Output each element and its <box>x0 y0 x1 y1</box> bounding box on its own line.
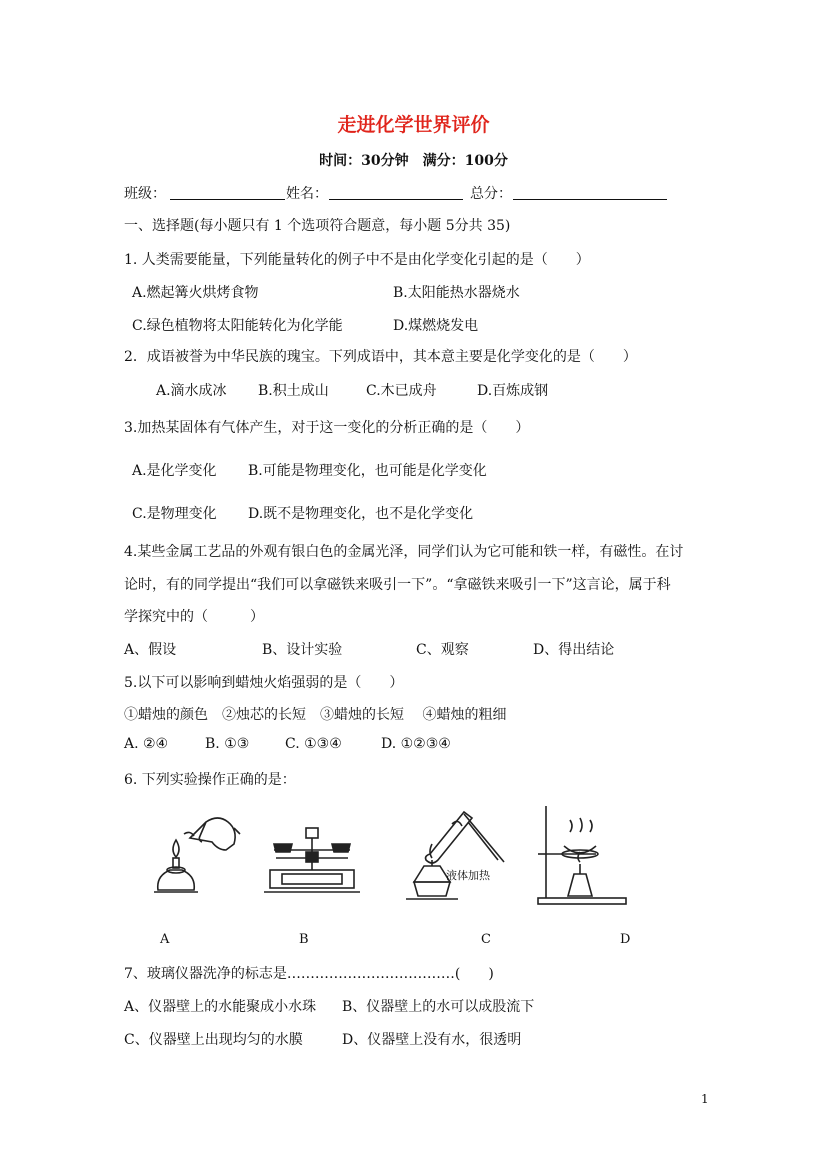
q4-option-b: B、设计实验 <box>262 642 343 658</box>
figure-c-test-tube-heating-icon <box>402 804 510 904</box>
q4-option-a: A、假设 <box>124 642 177 658</box>
figure-d-iron-stand-heating-icon <box>534 802 628 906</box>
q2-option-d: D.百炼成钢 <box>477 383 549 399</box>
q2-stem: 2．成语被誉为中华民族的瑰宝。下列成语中，其本意主要是化学变化的是（ ） <box>124 349 637 365</box>
score-blank <box>513 199 667 200</box>
q5-option-c: C. ①③④ <box>285 736 342 752</box>
q5-option-d: D. ①②③④ <box>381 736 451 752</box>
q4-stem-line1: 4.某些金属工艺品的外观有银白色的金属光泽，同学们认为它可能和铁一样，有磁性。在讨 <box>124 544 684 560</box>
score-label: 总分： <box>470 186 512 202</box>
q3-stem: 3.加热某固体有气体产生，对于这一变化的分析正确的是（ ） <box>124 420 530 436</box>
figure-label-b: B <box>299 932 309 947</box>
exam-meta: 时间：30分钟 满分：100分 <box>319 153 508 169</box>
figure-c-caption: 液体加热 <box>446 869 490 882</box>
q7-option-c: C、仪器壁上出现均匀的水膜 <box>124 1032 303 1048</box>
page-number: 1 <box>701 1092 709 1106</box>
name-blank <box>329 199 463 200</box>
q2-option-b: B.积土成山 <box>258 383 329 399</box>
q5-option-a: A. ②④ <box>124 736 169 752</box>
q7-stem: 7、玻璃仪器洗净的标志是………………………………( ) <box>124 966 494 982</box>
q5-option-b: B. ①③ <box>205 736 250 752</box>
q6-stem: 6. 下列实验操作正确的是： <box>124 772 296 788</box>
name-label: 姓名： <box>286 186 328 202</box>
q5-stem: 5.以下可以影响到蜡烛火焰强弱的是（ ） <box>124 675 404 691</box>
q1-stem: 1. 人类需要能量，下列能量转化的例子中不是由化学变化引起的是（ ） <box>124 252 590 268</box>
figure-label-a: A <box>160 932 170 947</box>
q3-option-b: B.可能是物理变化，也可能是化学变化 <box>248 463 487 479</box>
section-heading: 一、选择题(每小题只有 1 个选项符合题意，每小题 5分共 35) <box>124 218 511 234</box>
figure-label-d: D <box>620 932 631 947</box>
class-label: 班级： <box>124 186 166 202</box>
q4-stem-line3: 学探究中的（ ） <box>124 609 264 625</box>
q3-option-c: C.是物理变化 <box>132 506 217 522</box>
q1-option-a: A.燃起篝火烘烤食物 <box>132 285 259 301</box>
q7-option-a: A、仪器壁上的水能聚成小水珠 <box>124 999 317 1015</box>
q4-option-c: C、观察 <box>416 642 469 658</box>
figure-label-c: C <box>481 932 491 947</box>
q4-option-d: D、得出结论 <box>533 642 615 658</box>
page-title: 走进化学世界评价 <box>337 114 490 136</box>
q5-items: ①蜡烛的颜色 ②烛芯的长短 ③蜡烛的长短 ④蜡烛的粗细 <box>124 707 507 723</box>
q2-option-c: C.木已成舟 <box>366 383 437 399</box>
q1-option-d: D.煤燃烧发电 <box>393 318 479 334</box>
q3-option-a: A.是化学变化 <box>132 463 217 479</box>
q7-option-b: B、仪器壁上的水可以成股流下 <box>342 999 535 1015</box>
figure-a-alcohol-lamp-icon <box>148 808 244 898</box>
q1-option-b: B.太阳能热水器烧水 <box>393 285 520 301</box>
q1-option-c: C.绿色植物将太阳能转化为化学能 <box>132 318 343 334</box>
class-blank <box>170 199 285 200</box>
q7-option-d: D、仪器壁上没有水，很透明 <box>342 1032 522 1048</box>
q2-option-a: A.滴水成冰 <box>156 383 227 399</box>
q3-option-d: D.既不是物理变化，也不是化学变化 <box>248 506 474 522</box>
q4-stem-line2: 论时，有的同学提出“我们可以拿磁铁来吸引一下”。“拿磁铁来吸引一下”这言论，属于科 <box>124 577 671 593</box>
figure-b-balance-icon <box>262 822 362 896</box>
